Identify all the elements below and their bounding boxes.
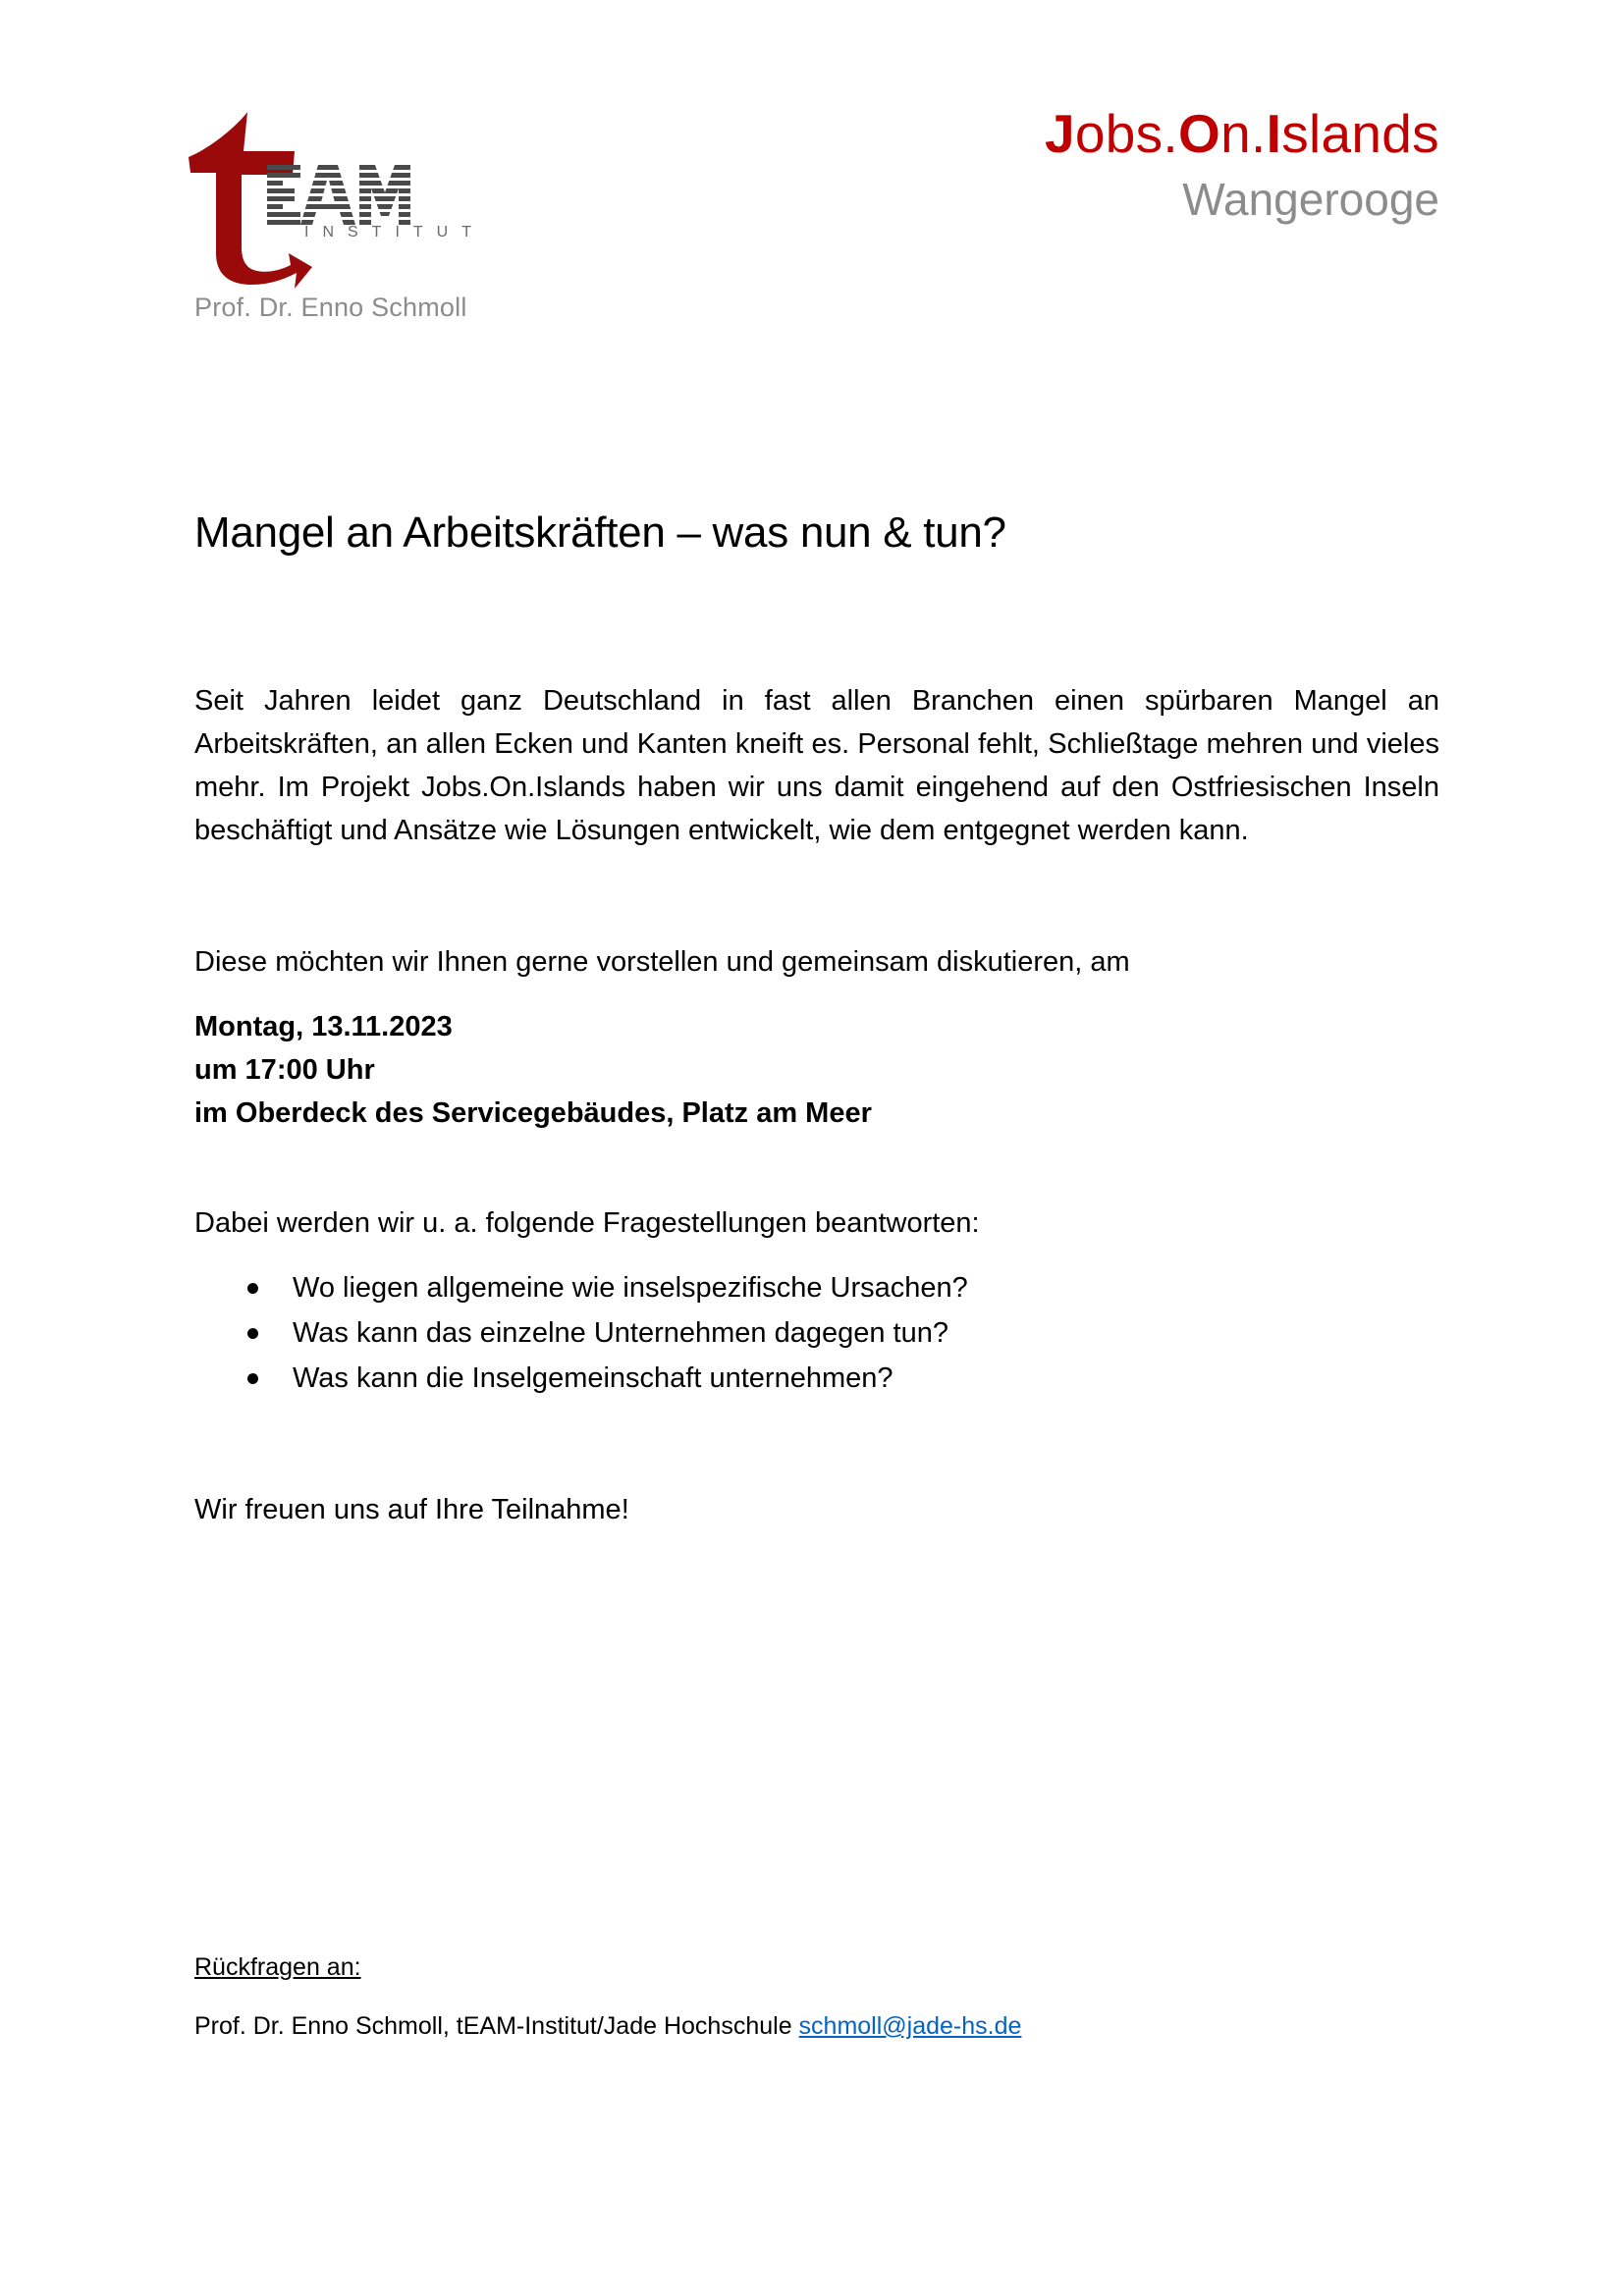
invitation-text: Diese möchten wir Ihnen gerne vorstellen und gemeinsam diskutieren, am xyxy=(194,946,1130,978)
contact-text: Prof. Dr. Enno Schmoll, tEAM-Institut/Jade Hochschule xyxy=(194,2012,799,2040)
bullet-icon xyxy=(247,1373,258,1384)
event-location: im Oberdeck des Servicegebäudes, Platz am Meer xyxy=(194,1097,872,1129)
project-title-part: n. xyxy=(1220,103,1267,164)
event-time: um 17:00 Uhr xyxy=(194,1054,375,1086)
project-title xyxy=(1045,102,1439,165)
project-title-part: O xyxy=(1178,103,1221,164)
bullet-icon xyxy=(247,1328,258,1339)
logo-tagline: INSTITUT xyxy=(304,224,485,240)
project-title-part: slands xyxy=(1281,103,1439,164)
bullet-icon xyxy=(247,1283,258,1294)
question-item xyxy=(194,1357,968,1402)
contact-line xyxy=(194,2012,1021,2041)
questions-intro: Dabei werden wir u. a. folgende Fragestellungen beantworten: xyxy=(194,1207,980,1239)
question-item xyxy=(194,1266,968,1311)
project-title-part: obs. xyxy=(1074,103,1179,164)
contact-heading: Rückfragen an: xyxy=(194,1953,361,1981)
team-logo-graphic xyxy=(187,106,461,289)
event-details xyxy=(194,1005,872,1135)
question-item xyxy=(194,1311,968,1357)
question-text: Was kann die Inselgemeinschaft unternehmen? xyxy=(293,1362,893,1394)
event-date: Montag, 13.11.2023 xyxy=(194,1011,453,1042)
intro-paragraph: Seit Jahren leidet ganz Deutschland in fast allen Branchen einen spürbaren Mangel an Arbeitskräften, an allen Ecken und Kanten kneift es. Personal fehlt, Schließtage mehren und vieles mehr. Im Projekt Jobs.On.Islands haben wir uns damit eingehend auf den Ostfriesischen Inseln beschäftigt und Ansätze wie Lösungen entwickelt, wie dem entgegnet werden kann. xyxy=(194,685,1439,846)
document-title: Mangel an Arbeitskräften – was nun & tun? xyxy=(194,508,1006,557)
question-text: Was kann das einzelne Unternehmen dagegen tun? xyxy=(293,1317,948,1349)
project-title-part: I xyxy=(1266,103,1282,164)
project-location: Wangerooge xyxy=(1182,174,1439,225)
contact-email-link[interactable]: schmoll@jade-hs.de xyxy=(798,2012,1022,2040)
project-title-part: J xyxy=(1044,103,1075,164)
question-text: Wo liegen allgemeine wie inselspezifische Ursachen? xyxy=(293,1272,968,1304)
closing-text: Wir freuen uns auf Ihre Teilnahme! xyxy=(194,1494,629,1525)
logo-subtitle: Prof. Dr. Enno Schmoll xyxy=(194,293,467,322)
questions-list xyxy=(194,1266,968,1402)
team-institut-logo xyxy=(187,106,461,289)
